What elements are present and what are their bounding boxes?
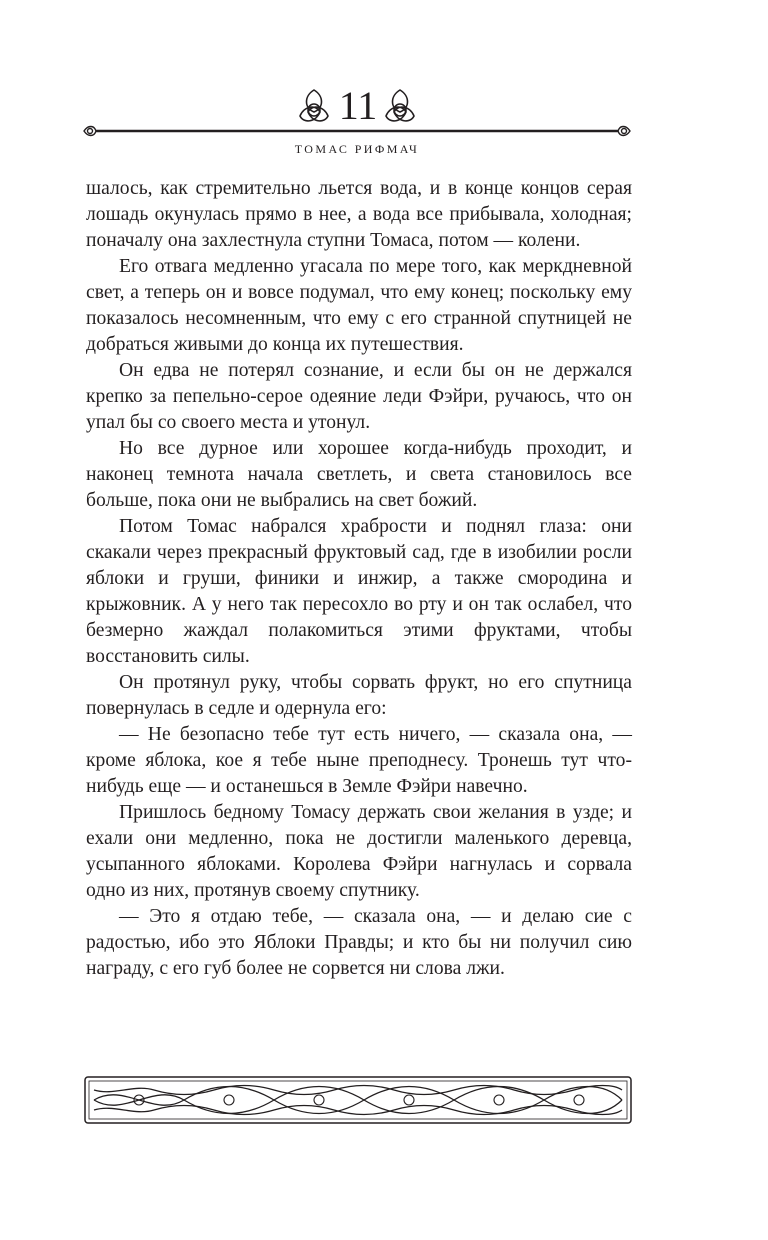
paragraph: — Не безопасно тебе тут есть ничего, — сказала она, — кроме яблока, кое я тебе ныне преподнесу. Тронешь тут что-нибудь еще — и останешься в Земле Фэйри навечно. [86,724,632,797]
page-number: 11 [338,83,378,128]
celtic-knot-left-icon [294,86,334,126]
paragraph: Его отвага медленно угасала по мере того, как меркдневной свет, а теперь он и вовсе подумал, что ему конец; поскольку ему показалось несомненным, что ему с его странной спутницей не добраться живыми до конца их путешествия. [86,256,632,355]
page-header [0,78,768,178]
header-rule [82,122,632,140]
body-text [86,176,632,982]
paragraph: шалось, как стремительно льется вода, и в конце концов серая лошадь окунулась прямо в нее, а вода все прибывала, холодная; поначалу она захлестнула ступни Томаса, потом — колени. [86,178,632,251]
paragraph: Но все дурное или хорошее когда-нибудь проходит, и наконец темнота начала светлеть, и света становилось все больше, пока они не выбрались на свет божий. [86,438,632,511]
celtic-ornament-band [84,1076,632,1124]
celtic-knot-right-icon [380,86,420,126]
running-title: ТОМАС РИФМАЧ [294,142,420,156]
paragraph: Пришлось бедному Томасу держать свои желания в узде; и ехали они медленно, пока не достигли маленького деревца, усыпанного яблоками. Королева Фэйри нагнулась и сорвала одно из них, протянув своему спутнику. [86,802,632,901]
rule-end-knot-right-icon [618,127,630,136]
paragraph: Он протянул руку, чтобы сорвать фрукт, но его спутница повернулась в седле и одернула его: [86,672,632,719]
paragraph: — Это я отдаю тебе, — сказала она, — и делаю сие с радостью, ибо это Яблоки Правды; и кто бы ни получил сию награду, с его губ более не сорвется ни слова лжи. [86,906,632,979]
rule-end-knot-left-icon [84,127,96,136]
paragraph: Потом Томас набрался храбрости и поднял глаза: они скакали через прекрасный фруктовый сад, где в изобилии росли яблоки и груши, финики и инжир, а также смородина и крыжовник. А у него так пересохло во рту и он так ослабел, что безмерно жаждал полакомиться этими фруктами, чтобы восстановить силы. [86,516,632,667]
paragraph: Он едва не потерял сознание, и если бы он не держался крепко за пепельно-серое одеяние леди Фэйри, ручаюсь, что он упал бы со своего места и утонул. [86,360,632,433]
